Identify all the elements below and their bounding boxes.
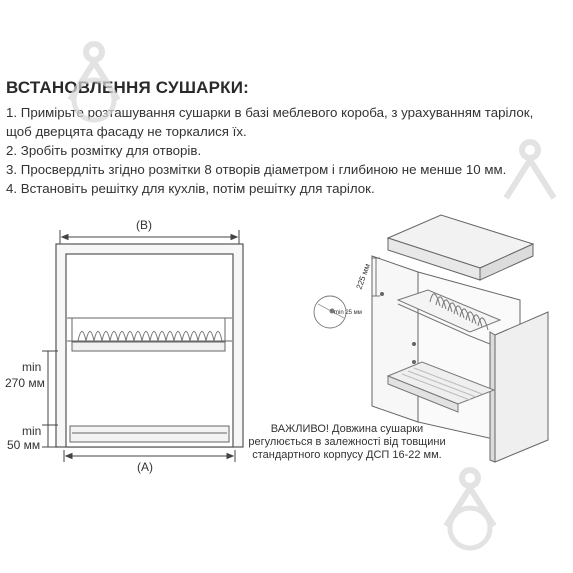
note-line: стандартного корпусу ДСП 16-22 мм.: [252, 449, 442, 461]
note-line: регулюється в залежності від товщини: [248, 436, 446, 448]
step-line: 3. Просвердліть згідно розмітки 8 отворів діаметром і глибиною не менше 10 мм.: [6, 162, 507, 177]
step-line: щоб дверцята фасаду не торкалися їх.: [6, 124, 247, 139]
step-line: 4. Встановіть решітку для кухлів, потім решітку для тарілок.: [6, 181, 375, 196]
dimension-225mm: 225 мм: [354, 262, 373, 291]
step-line: 2. Зробіть розмітку для отворів.: [6, 143, 202, 158]
dimension-min-25mm: min 25 мм: [334, 310, 362, 316]
page-title: ВСТАНОВЛЕННЯ СУШАРКИ:: [6, 78, 249, 97]
min-label: min: [22, 424, 42, 438]
important-note: [247, 423, 447, 462]
dimension-label-b: (B): [136, 218, 152, 232]
dimension-50mm: 50 мм: [7, 438, 41, 452]
step-line: 1. Примірьте розташування сушарки в базі меблевого короба, з урахуванням тарілок,: [6, 105, 534, 120]
dimension-270mm: 270 мм: [5, 376, 45, 390]
note-line: ВАЖЛИВО! Довжина сушарки: [270, 423, 424, 435]
dimension-label-a: (A): [137, 460, 153, 474]
min-label: min: [22, 360, 42, 374]
